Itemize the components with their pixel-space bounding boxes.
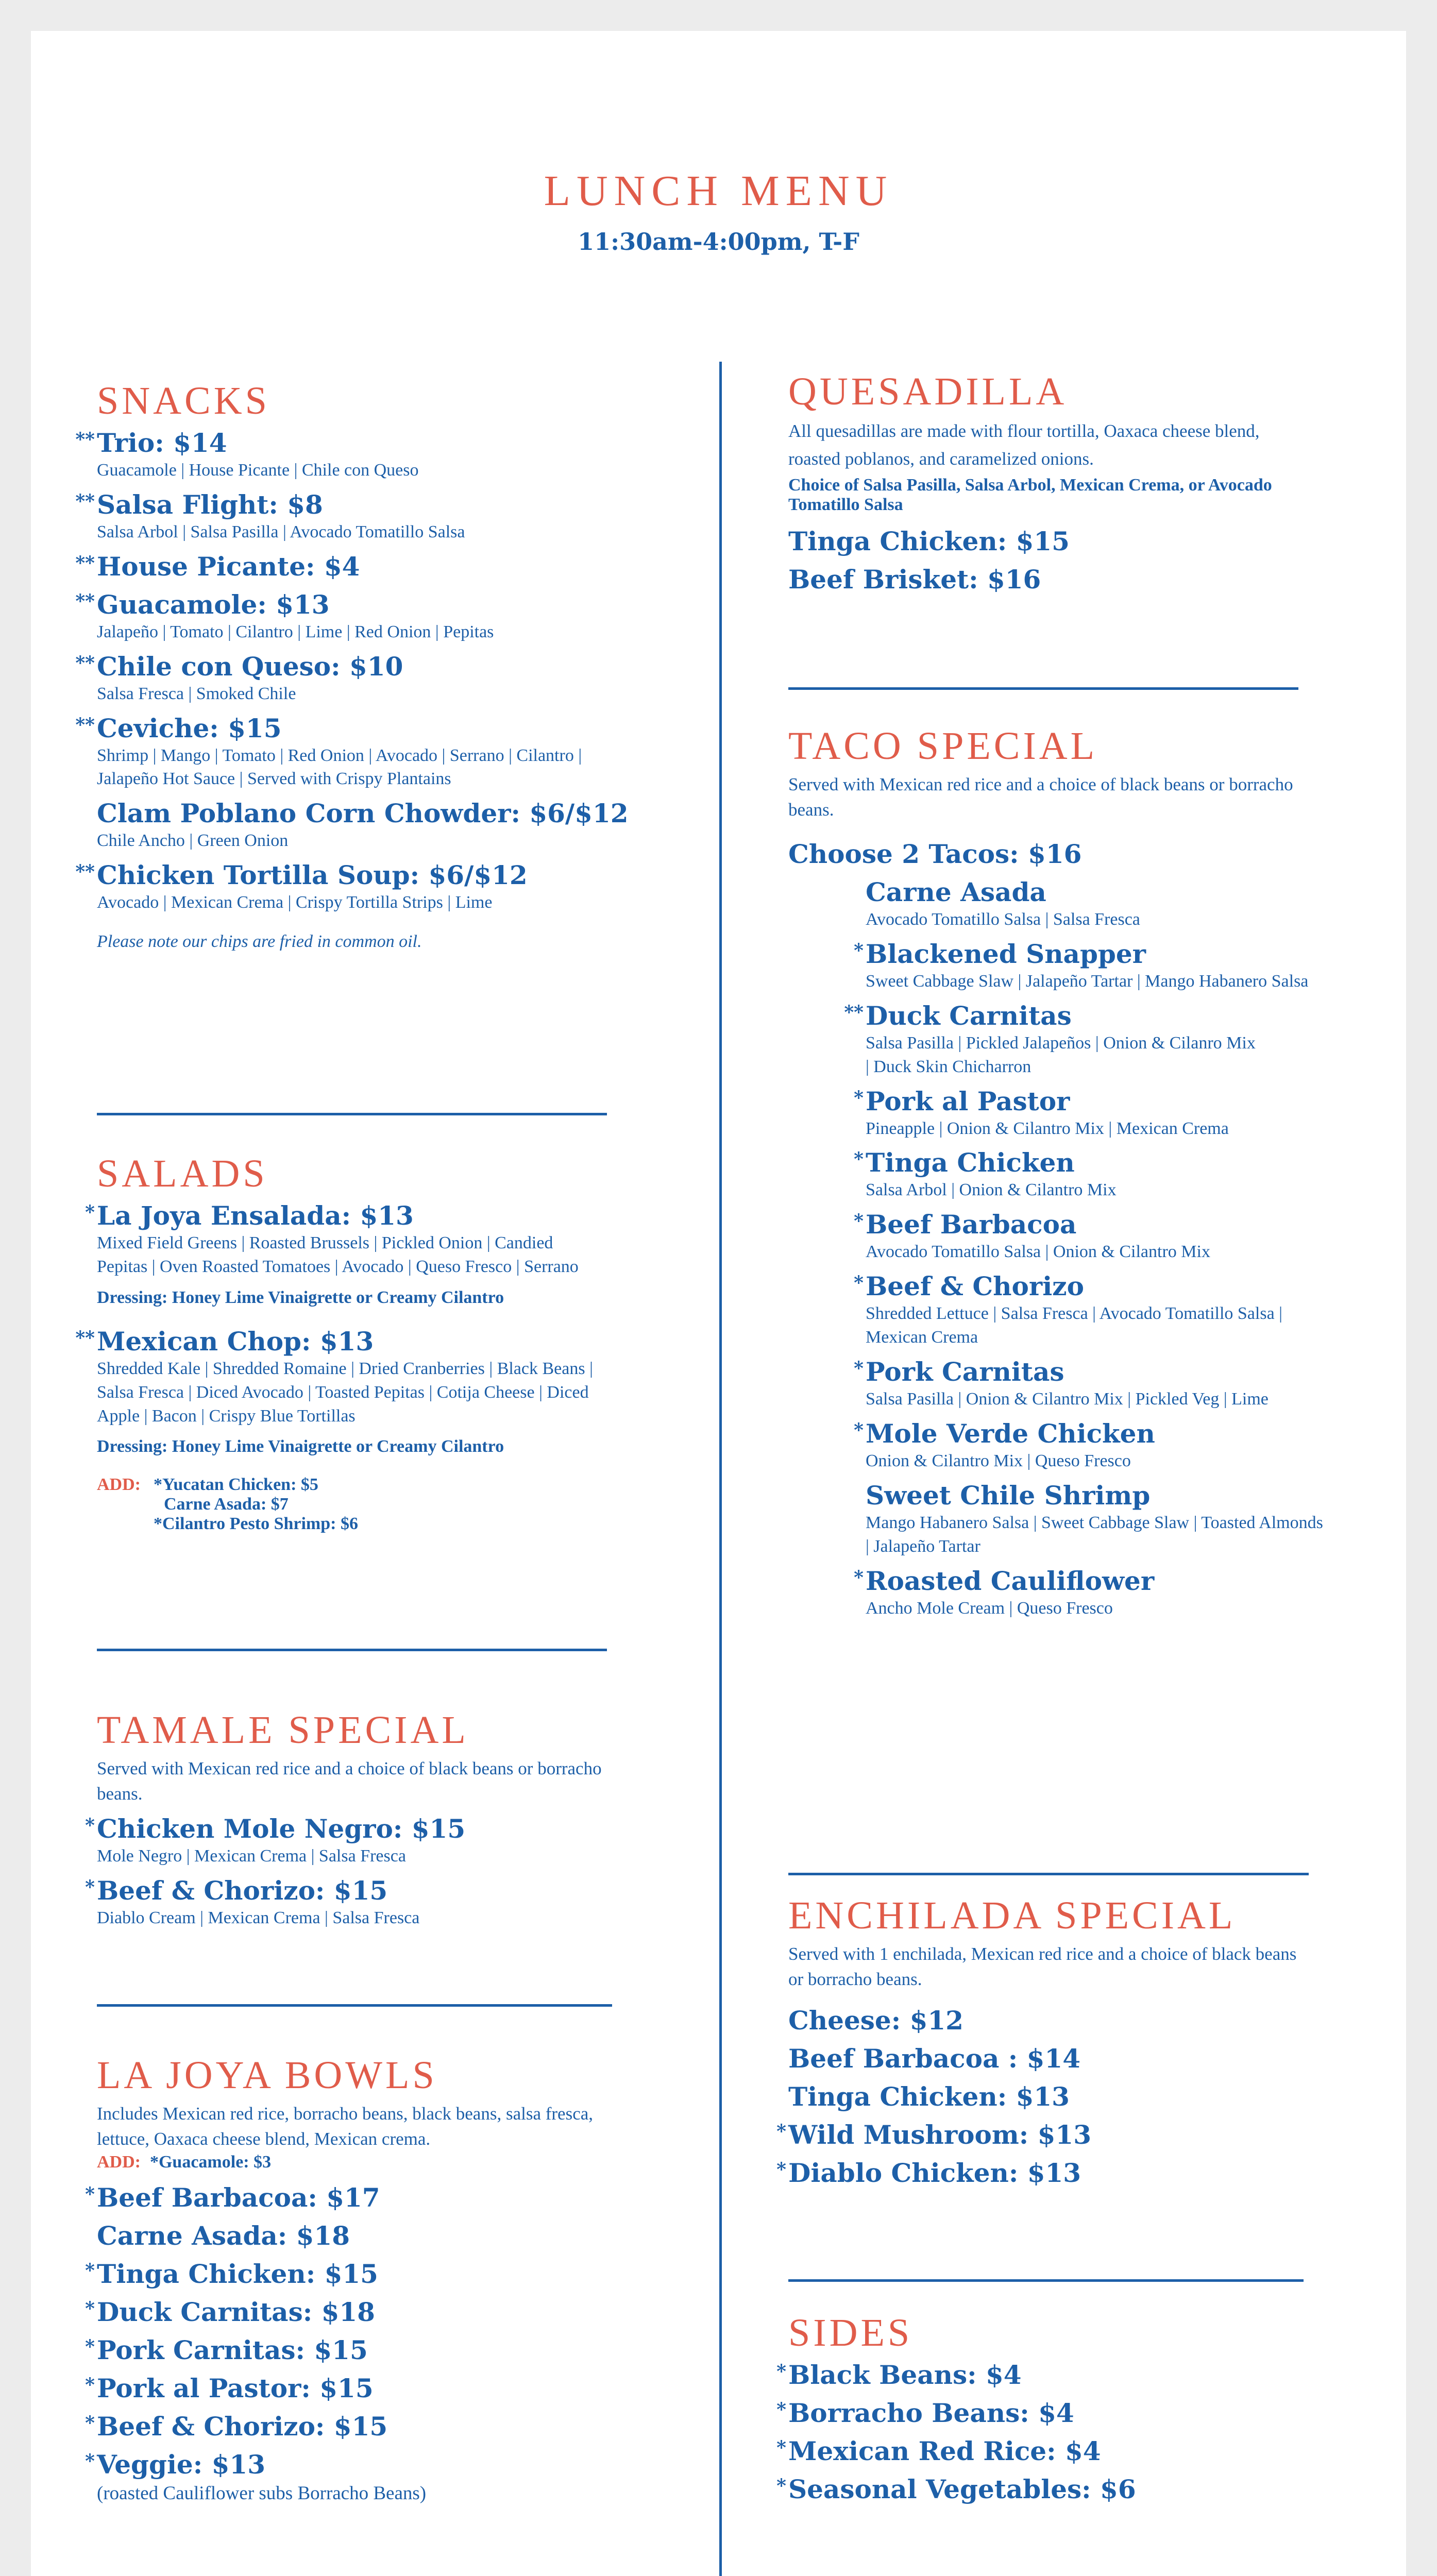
menu-item <box>75 713 653 791</box>
taco-choose-price: Choose 2 Tacos: $16 <box>788 839 1082 869</box>
menu-item <box>788 2005 1355 2036</box>
sides-section <box>776 2311 1355 2505</box>
item-name: Sweet Chile Shrimp <box>866 1480 1151 1511</box>
menu-item <box>85 1814 653 1868</box>
add-on-item: *Yucatan Chicken: $5 <box>154 1475 318 1495</box>
taco-section <box>788 726 1355 1620</box>
item-description: Salsa Pasilla | Pickled Jalapeños | Onion & Cilanro Mix | Duck Skin Chicharron <box>866 1033 1256 1076</box>
item-name: Pork al Pastor <box>866 1086 1070 1116</box>
item-name: Blackened Snapper <box>866 938 1146 969</box>
add-ons <box>97 1475 653 1534</box>
item-name: Beef & Chorizo <box>866 1271 1084 1302</box>
item-name: Chicken Mole Negro: $15 <box>97 1814 466 1844</box>
item-name: Tinga Chicken: $13 <box>788 2081 1070 2112</box>
item-name: Salsa Flight: $8 <box>97 489 323 520</box>
item-name: Beef & Chorizo: $15 <box>97 1875 388 1906</box>
menu-item: * Wild Mushroom: $13 <box>788 2120 1355 2150</box>
section-description: All quesadillas are made with flour tortilla, Oaxaca cheese blend, roasted poblanos, and caramelized onions. <box>788 421 1260 469</box>
add-label: ADD: <box>97 1475 141 1495</box>
bowls-section <box>85 2054 653 2507</box>
item-name: Roasted Cauliflower <box>866 1565 1155 1596</box>
menu-item <box>75 551 653 582</box>
section-divider <box>788 2279 1304 2282</box>
menu-item: * Beef & Chorizo Shredded Lettuce | Salsa Fresca | Avocado Tomatillo Salsa | Mexican Crema <box>866 1271 1355 1349</box>
tamale-section <box>85 1708 653 1930</box>
item-name: Black Beans: $4 <box>788 2360 1022 2390</box>
gluten-mark: ** <box>75 490 95 512</box>
item-description: Avocado | Mexican Crema | Crispy Tortilla Strips | Lime <box>97 893 493 912</box>
item-description: Jalapeño | Tomato | Cilantro | Lime | Red Onion | Pepitas <box>97 622 494 641</box>
menu-item <box>75 860 653 914</box>
item-name: Mole Verde Chicken <box>866 1418 1155 1449</box>
menu-item: * Black Beans: $4 <box>788 2360 1355 2391</box>
section-divider <box>97 1113 607 1115</box>
gluten-mark: * <box>85 1201 95 1223</box>
item-description: (roasted Cauliflower subs Borracho Beans) <box>97 2483 427 2504</box>
item-name: Beef & Chorizo: $15 <box>97 2411 388 2442</box>
item-name: Diablo Chicken: $13 <box>788 2158 1081 2188</box>
item-name: Tinga Chicken <box>866 1147 1075 1178</box>
item-description: Diablo Cream | Mexican Crema | Salsa Fresca <box>97 1908 420 1927</box>
menu-item <box>85 1875 653 1930</box>
item-name: Tinga Chicken: $15 <box>788 526 1070 556</box>
menu-item: ** Duck Carnitas Salsa Pasilla | Pickled Jalapeños | Onion & Cilanro Mix | Duck Skin Chicharron <box>866 1001 1355 1079</box>
section-divider <box>97 1649 607 1651</box>
item-name: Ceviche: $15 <box>97 713 282 743</box>
item-description: Shredded Lettuce | Salsa Fresca | Avocado Tomatillo Salsa | Mexican Crema <box>866 1304 1282 1347</box>
menu-item: * Blackened Snapper Sweet Cabbage Slaw | Jalapeño Tartar | Mango Habanero Salsa <box>866 939 1355 993</box>
menu-page <box>31 31 1406 2576</box>
section-title: ENCHILADA SPECIAL <box>788 1894 1236 1937</box>
section-title: LA JOYA BOWLS <box>97 2054 437 2097</box>
item-description: Onion & Cilantro Mix | Queso Fresco <box>866 1451 1131 1470</box>
section-description: Served with 1 enchilada, Mexican red rice and a choice of black beans or borracho beans. <box>788 1944 1297 1989</box>
menu-item <box>75 1326 653 1457</box>
dressing-note: Dressing: Honey Lime Vinaigrette or Creamy Cilantro <box>97 1287 504 1307</box>
item-name: Beef Barbacoa : $14 <box>788 2043 1080 2074</box>
dressing-note: Dressing: Honey Lime Vinaigrette or Creamy Cilantro <box>97 1437 504 1456</box>
menu-item: * Seasonal Vegetables: $6 <box>788 2474 1355 2505</box>
item-description: Shrimp | Mango | Tomato | Red Onion | Avocado | Serrano | Cilantro | Jalapeño Hot Sauce | Served with Crispy Plantains <box>97 745 582 789</box>
item-name: Beef Brisket: $16 <box>788 564 1041 595</box>
menu-item: * Tinga Chicken: $15 <box>97 2259 653 2290</box>
menu-item <box>788 2081 1355 2112</box>
gluten-mark: ** <box>75 1327 95 1349</box>
section-description: Served with Mexican red rice and a choice of black beans or borracho beans. <box>97 1758 602 1804</box>
item-description: Ancho Mole Cream | Queso Fresco <box>866 1598 1113 1618</box>
item-description: Salsa Pasilla | Onion & Cilantro Mix | Pickled Veg | Lime <box>866 1389 1269 1409</box>
add-on-item: Carne Asada: $7 <box>164 1495 289 1514</box>
section-description: Served with Mexican red rice and a choice of black beans or borracho beans. <box>788 774 1293 820</box>
enchilada-section <box>776 1894 1355 2189</box>
item-description: Mixed Field Greens | Roasted Brussels | Pickled Onion | Candied Pepitas | Oven Roasted Tomatoes | Avocado | Queso Fresco | Serrano <box>97 1233 579 1276</box>
column-divider <box>719 362 722 2576</box>
menu-item: * Pork al Pastor Pineapple | Onion & Cilantro Mix | Mexican Crema <box>866 1086 1355 1141</box>
add-label: ADD: <box>97 2153 141 2172</box>
item-name: Pork Carnitas <box>866 1357 1064 1387</box>
menu-item <box>75 489 653 544</box>
item-name: Clam Poblano Corn Chowder: $6/$12 <box>97 798 629 829</box>
gluten-mark: * <box>154 1514 162 1534</box>
item-description: Sweet Cabbage Slaw | Jalapeño Tartar | Mango Habanero Salsa <box>866 971 1309 991</box>
menu-item: * Pork al Pastor: $15 <box>97 2373 653 2404</box>
item-name: Carne Asada <box>866 877 1046 907</box>
menu-item <box>75 589 653 644</box>
section-title: SALADS <box>97 1152 268 1195</box>
menu-item: * Diablo Chicken: $13 <box>788 2158 1355 2189</box>
item-description: Salsa Fresca | Smoked Chile <box>97 684 296 703</box>
menu-item <box>788 526 1355 557</box>
menu-item: * Beef Barbacoa: $17 <box>97 2182 653 2213</box>
item-name: Chicken Tortilla Soup: $6/$12 <box>97 860 528 891</box>
bowl-add-on <box>97 2153 653 2172</box>
menu-item: * Mexican Red Rice: $4 <box>788 2436 1355 2467</box>
item-name: Seasonal Vegetables: $6 <box>788 2474 1136 2504</box>
item-name: Chile con Queso: $10 <box>97 651 403 682</box>
menu-item: * Duck Carnitas: $18 <box>97 2297 653 2328</box>
item-description: Shredded Kale | Shredded Romaine | Dried Cranberries | Black Beans | Salsa Fresca | Diced Avocado | Toasted Pepitas | Cotija Cheese | Diced Apple | Bacon | Crispy Blue Tortillas <box>97 1359 593 1426</box>
menu-item <box>866 1480 1355 1558</box>
section-title: SIDES <box>788 2311 913 2354</box>
menu-item: * Mole Verde Chicken Onion & Cilantro Mix | Queso Fresco <box>866 1418 1355 1473</box>
gluten-mark: ** <box>75 714 95 736</box>
section-divider <box>788 1873 1309 1875</box>
section-title: TAMALE SPECIAL <box>97 1708 469 1752</box>
item-description: Avocado Tomatillo Salsa | Salsa Fresca <box>866 910 1140 929</box>
item-name: Trio: $14 <box>97 428 227 458</box>
item-name: House Picante: $4 <box>97 551 360 582</box>
menu-item: * Beef & Chorizo: $15 <box>97 2411 653 2442</box>
item-name: La Joya Ensalada: $13 <box>97 1200 414 1231</box>
menu-item: * Roasted Cauliflower Ancho Mole Cream | Queso Fresco <box>866 1566 1355 1620</box>
menu-item: * Veggie: $13 (roasted Cauliflower subs Borracho Beans) <box>97 2449 653 2507</box>
item-name: Borracho Beans: $4 <box>788 2398 1074 2428</box>
item-name: Duck Carnitas <box>866 1000 1072 1031</box>
item-description: Mole Negro | Mexican Crema | Salsa Fresca <box>97 1846 406 1866</box>
menu-item <box>788 2043 1355 2074</box>
item-description: Pineapple | Onion & Cilantro Mix | Mexican Crema <box>866 1118 1229 1138</box>
snacks-section <box>75 379 653 952</box>
item-description: Salsa Arbol | Onion & Cilantro Mix <box>866 1180 1117 1200</box>
gluten-mark: ** <box>75 590 95 612</box>
sauce-choice: Choice of Salsa Pasilla, Salsa Arbol, Mexican Crema, or Avocado Tomatillo Salsa <box>788 475 1272 514</box>
item-name: Beef Barbacoa <box>866 1209 1077 1240</box>
item-name: Tinga Chicken: $15 <box>97 2259 378 2289</box>
menu-item <box>97 798 653 853</box>
menu-item: * Pork Carnitas: $15 <box>97 2335 653 2366</box>
menu-item <box>85 1200 653 1308</box>
add-on-item: *Guacamole: $3 <box>149 2153 272 2172</box>
item-description: Guacamole | House Picante | Chile con Queso <box>97 461 419 480</box>
gluten-mark: ** <box>75 429 95 450</box>
add-on-item: *Cilantro Pesto Shrimp: $6 <box>154 1514 358 1534</box>
salads-section <box>75 1152 653 1534</box>
item-name: Beef Barbacoa: $17 <box>97 2182 380 2213</box>
menu-item: * Borracho Beans: $4 <box>788 2398 1355 2429</box>
item-description: Chile Ancho | Green Onion <box>97 831 289 851</box>
item-name: Mexican Red Rice: $4 <box>788 2436 1101 2466</box>
item-name: Carne Asada: $18 <box>97 2221 350 2251</box>
menu-item <box>866 877 1355 931</box>
item-description: Avocado Tomatillo Salsa | Onion & Cilantro Mix <box>866 1242 1210 1262</box>
menu-hours: 11:30am-4:00pm, T-F <box>578 228 859 256</box>
gluten-mark: ** <box>75 552 95 574</box>
menu-item: * Beef Barbacoa Avocado Tomatillo Salsa | Onion & Cilantro Mix <box>866 1209 1355 1264</box>
item-name: Pork Carnitas: $15 <box>97 2335 368 2365</box>
menu-item: * Pork Carnitas Salsa Pasilla | Onion & Cilantro Mix | Pickled Veg | Lime <box>866 1357 1355 1411</box>
chips-note: Please note our chips are fried in common oil. <box>97 932 422 952</box>
item-description: Mango Habanero Salsa | Sweet Cabbage Slaw | Toasted Almonds | Jalapeño Tartar <box>866 1513 1323 1556</box>
item-name: Cheese: $12 <box>788 2005 963 2036</box>
menu-title: LUNCH MENU <box>544 167 893 215</box>
item-name: Pork al Pastor: $15 <box>97 2373 374 2403</box>
item-name: Veggie: $13 <box>97 2449 265 2480</box>
section-description: Includes Mexican red rice, borracho beans, black beans, salsa fresca, lettuce, Oaxaca cheese blend, Mexican crema. <box>97 2104 594 2149</box>
menu-item <box>97 2221 653 2251</box>
section-divider <box>788 687 1298 690</box>
item-description: Salsa Arbol | Salsa Pasilla | Avocado Tomatillo Salsa <box>97 522 465 541</box>
section-title: TACO SPECIAL <box>788 724 1098 768</box>
menu-item <box>75 651 653 706</box>
gluten-mark: ** <box>75 861 95 883</box>
item-name: Mexican Chop: $13 <box>97 1326 374 1357</box>
section-title: QUESADILLA <box>788 370 1068 413</box>
menu-item <box>788 564 1355 595</box>
gluten-mark: * <box>85 1876 95 1898</box>
gluten-mark: * <box>154 1475 162 1495</box>
item-name: Wild Mushroom: $13 <box>788 2120 1092 2150</box>
item-name: Duck Carnitas: $18 <box>97 2297 375 2327</box>
gluten-mark: * <box>85 1815 95 1836</box>
gluten-mark: ** <box>75 652 95 674</box>
menu-item: * Tinga Chicken Salsa Arbol | Onion & Cilantro Mix <box>866 1147 1355 1202</box>
quesadilla-section <box>788 372 1355 595</box>
item-name: Guacamole: $13 <box>97 589 330 620</box>
section-title: SNACKS <box>97 379 270 422</box>
section-divider <box>97 2004 612 2007</box>
menu-item <box>75 428 653 482</box>
